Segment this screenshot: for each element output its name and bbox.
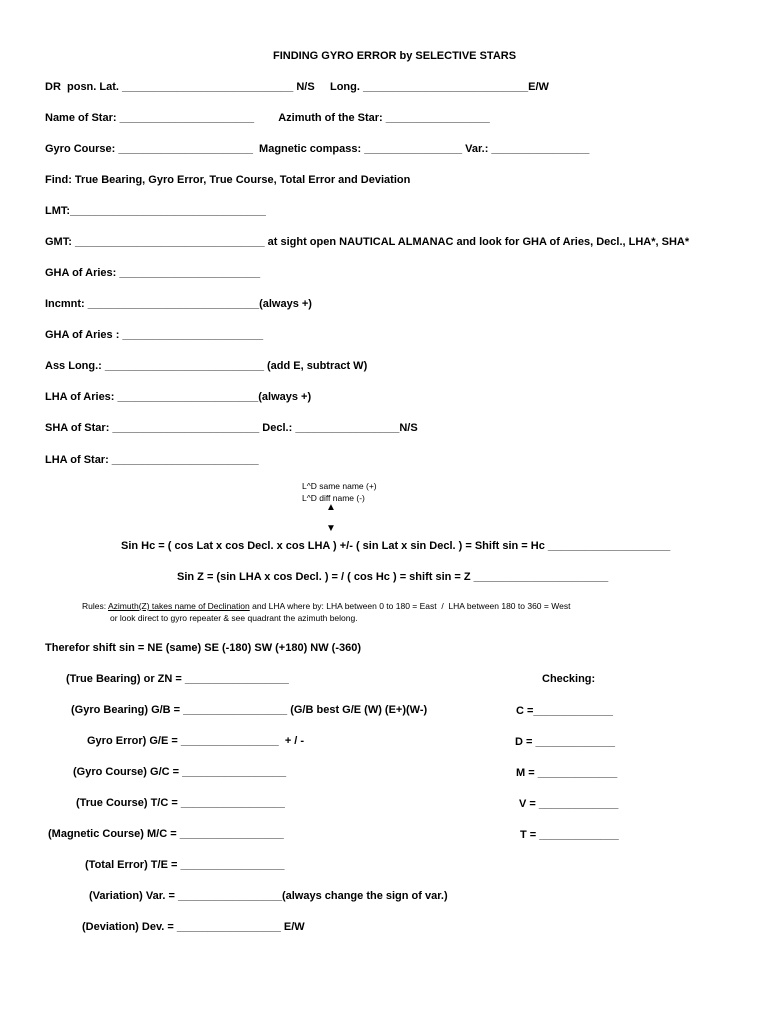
variation-line: (Variation) Var. = _________________(always change the sign of var.) [89,890,448,902]
lha-star-line: LHA of Star: ________________________ [45,454,259,466]
magnetic-course-line: (Magnetic Course) M/C = _________________ [48,828,284,840]
check-d-line: D = _____________ [515,736,616,748]
deviation-line: (Deviation) Dev. = _________________ E/W [82,921,305,933]
gyro-course-line: Gyro Course: ______________________ Magnetic compass: ________________ Var.: ________________ [45,143,590,155]
star-name-line: Name of Star: ______________________ Azimuth of the Star: _________________ [45,112,490,124]
check-v-line: V = _____________ [519,798,619,810]
find-line: Find: True Bearing, Gyro Error, True Course, Total Error and Deviation [45,174,411,186]
assumed-long-line: Ass Long.: __________________________ (add E, subtract W) [45,360,368,372]
true-bearing-line: (True Bearing) or ZN = _________________ [66,673,289,685]
gha-aries-line-2: GHA of Aries : _______________________ [45,329,264,341]
note-diff-name: L^D diff name (-) [302,493,365,503]
sin-hc-formula: Sin Hc = ( cos Lat x cos Decl. x cos LHA ) +/- ( sin Lat x sin Decl. ) = Shift sin = Hc ____________________ [121,540,671,552]
gmt-line: GMT: _______________________________ at sight open NAUTICAL ALMANAC and look for GHA of Aries, Decl., LHA*, SHA* [45,236,690,248]
rules-line-1 [82,600,570,612]
rules-line-2: or look direct to gyro repeater & see quadrant the azimuth belong. [110,613,358,623]
lha-aries-line: LHA of Aries: _______________________(always +) [45,391,312,403]
check-t-line: T = _____________ [520,829,619,841]
checking-title: Checking: [542,673,596,685]
arrow-up-icon: ▲ [326,502,336,513]
true-course-line: (True Course) T/C = _________________ [76,797,285,809]
arrow-down-icon: ▼ [326,523,336,534]
lmt-line: LMT:________________________________ [45,205,266,217]
sin-z-formula: Sin Z = (sin LHA x cos Decl. ) = / ( cos Hc ) = shift sin = Z ______________________ [177,571,609,583]
note-same-name: L^D same name (+) [302,481,377,491]
total-error-line: (Total Error) T/E = _________________ [85,859,285,871]
gha-aries-line-1: GHA of Aries: _______________________ [45,267,261,279]
page-title: FINDING GYRO ERROR by SELECTIVE STARS [273,50,517,62]
gyro-bearing-line: (Gyro Bearing) G/B = _________________ (G/B best G/E (W) (E+)(W-) [71,704,428,716]
check-m-line: M = _____________ [516,767,618,779]
rules-prefix: Rules: [82,601,108,611]
rules-lha-rule: and LHA where by: LHA between 0 to 180 = East / LHA between 180 to 360 = West [249,601,571,611]
gyro-error-line: Gyro Error) G/E = ________________ + / - [87,735,305,747]
dr-position-line: DR posn. Lat. ____________________________ N/S Long. ___________________________E/W [45,81,549,93]
check-c-line: C =_____________ [516,705,613,717]
gyro-course-result-line: (Gyro Course) G/C = _________________ [73,766,287,778]
increment-line: Incmnt: ____________________________(always +) [45,298,312,310]
rules-azimuth-rule: Azimuth(Z) takes name of Declination [108,601,250,611]
therefor-line: Therefor shift sin = NE (same) SE (-180) SW (+180) NW (-360) [45,642,362,654]
sha-star-line: SHA of Star: ________________________ Decl.: _________________N/S [45,422,418,434]
